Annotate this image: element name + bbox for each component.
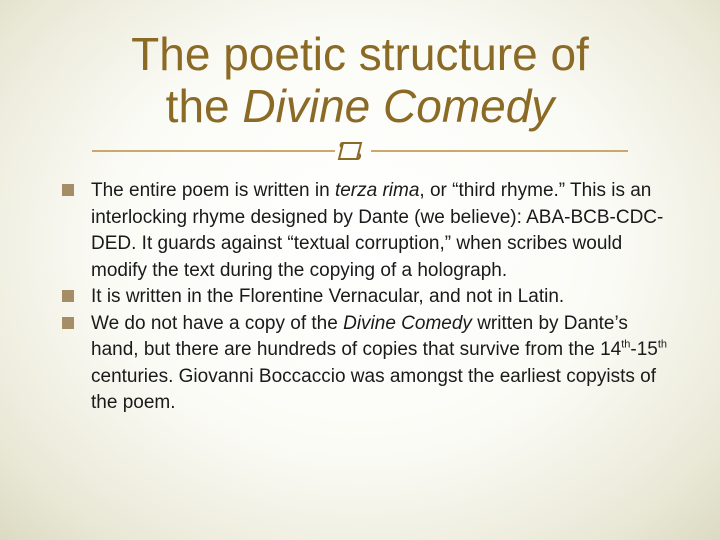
bullet-item-copies bbox=[62, 311, 672, 417]
title-rule-left bbox=[92, 150, 335, 152]
bullet-3-text-c: -15 bbox=[630, 339, 658, 360]
slide-title bbox=[60, 28, 660, 132]
bullet-3-italic: Divine Comedy bbox=[343, 312, 472, 334]
bullet-2-text: It is written in the Florentine Vernacular, and not in Latin. bbox=[91, 286, 565, 307]
title-rule-right bbox=[371, 150, 628, 152]
bullet-1-text-b: , or “third rhyme.” This is an interlocking rhyme designed by Dante (we believe): ABA-BCB-CDC-DED. It guards against “textual corruption,” when scribes would modify the text during the copying of a holograph. bbox=[91, 180, 664, 281]
bullet-item-terza-rima bbox=[62, 178, 672, 284]
title-line-1: The poetic structure of bbox=[131, 28, 589, 80]
bullet-1-italic: terza rima bbox=[334, 180, 420, 201]
title-line-2-italic: Divine Comedy bbox=[242, 80, 555, 132]
title-line-2-prefix: the bbox=[165, 80, 243, 132]
bullet-3-sup-1: th bbox=[621, 338, 631, 351]
bullet-3-text-d: centuries. Giovanni Boccaccio was amongst the earliest copyists of the poem. bbox=[91, 365, 656, 413]
bullet-3-text-a: We do not have a copy of the bbox=[91, 312, 344, 334]
title-line-2 bbox=[60, 80, 660, 132]
scroll-ornament-icon bbox=[337, 138, 367, 164]
square-bullet-icon bbox=[62, 317, 74, 329]
bullet-3-text-b: written by Dante’s hand, but there are hundreds of copies that survive from the 14 bbox=[91, 312, 628, 360]
bullet-list bbox=[62, 178, 672, 417]
bullet-3-sup-2: th bbox=[657, 338, 668, 351]
bullet-item-vernacular bbox=[62, 284, 672, 311]
square-bullet-icon bbox=[62, 290, 74, 302]
square-bullet-icon bbox=[62, 184, 74, 196]
bullet-1-text-a: The entire poem is written in bbox=[91, 180, 335, 201]
